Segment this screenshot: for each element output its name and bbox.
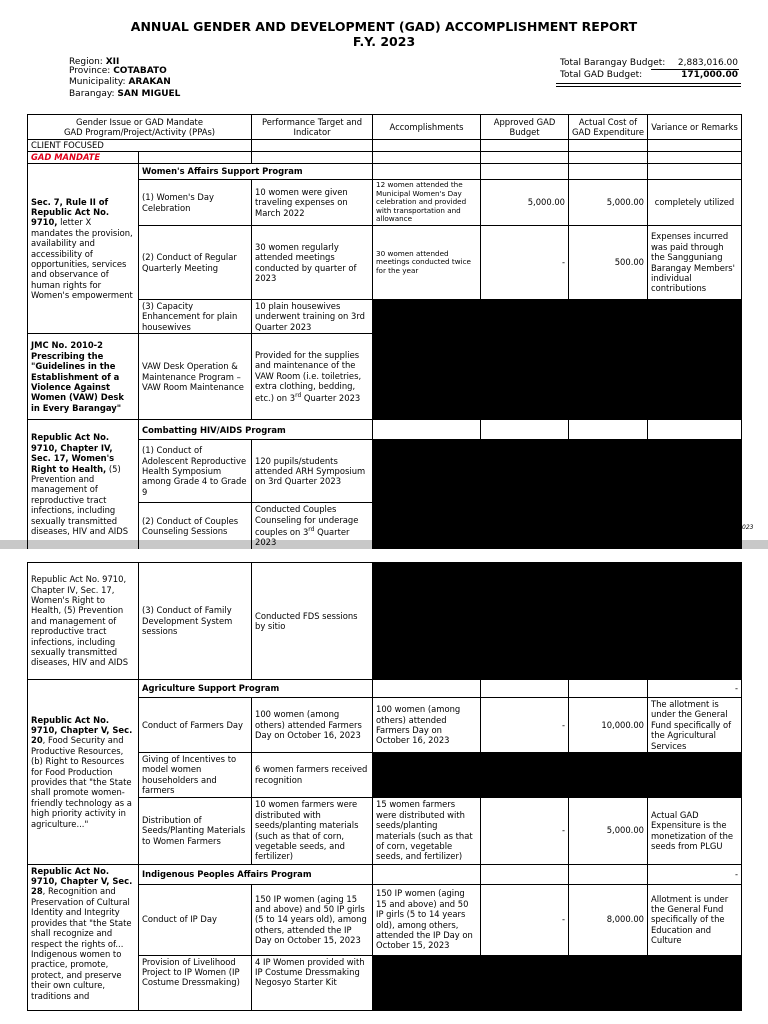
target-farmers-day: 100 women (among others) attended Farmers Day on October 16, 2023: [252, 698, 373, 753]
budget-quarterly-meeting: -: [481, 226, 569, 300]
province-label: Province:: [69, 65, 111, 76]
table-row: [28, 680, 742, 698]
total-barangay-budget-label: Total Barangay Budget:: [560, 58, 666, 68]
target-fds-sessions: Conducted FDS sessions by sitio: [252, 563, 373, 680]
ppa-ip-day: Conduct of IP Day: [139, 884, 252, 955]
table-header-row: [28, 115, 742, 140]
redacted-block: [373, 753, 742, 798]
target-ip-day: 150 IP women (aging 15 and above) and 50 IP girls (5 to 14 years old), among others, attended the IP Day on October 15, 2023: [252, 884, 373, 955]
indigenous-remark: -: [648, 864, 742, 884]
ppa-arh-symposium: (1) Conduct of Adolescent Reproductive Health Symposium among Grade 4 to Grade 9: [139, 440, 252, 503]
municipality-label: Municipality:: [69, 77, 126, 87]
budget-farmers-day: -: [481, 698, 569, 753]
client-focused-row: [28, 140, 742, 152]
fiscal-year: F.Y. 2023: [352, 34, 416, 49]
ppa-couples-counseling: (2) Conduct of Couples Counseling Sessions: [139, 503, 252, 549]
actual-womens-day: 5,000.00: [569, 180, 648, 226]
table-row: [28, 164, 742, 180]
region-label: Region:: [69, 57, 103, 67]
mandate-ra9710-sec28: Republic Act No. 9710, Chapter V, Sec. 28, Recognition and Preservation of Cultural Identity and Integrity provides that "the State shall recognize and respect the rights of... Indigenous women to practice, promote, protect, and preserve their own culture, traditions and: [28, 864, 139, 1010]
target-livelihood: 4 IP Women provided with IP Costume Dressmaking Negosyo Starter Kit: [252, 955, 373, 1010]
header-accomplishments: Accomplishments: [373, 115, 481, 140]
gad-report-table-page-1: [27, 114, 742, 550]
header-variance: Variance or Remarks: [648, 115, 742, 140]
ppa-capacity-enhancement: (3) Capacity Enhancement for plain housewives: [139, 300, 252, 334]
ppa-vaw-desk: VAW Desk Operation & Maintenance Program – VAW Room Maintenance: [139, 334, 252, 420]
province-value: COTABATO: [113, 65, 167, 76]
agriculture-remark: -: [648, 680, 742, 698]
target-womens-day: 10 women were given traveling expenses on March 2022: [252, 180, 373, 226]
actual-farmers-day: 10,000.00: [569, 698, 648, 753]
remarks-seeds-distribution: Actual GAD Expensiture is the monetization of the seeds from PLGU: [648, 797, 742, 864]
remarks-quarterly-meeting: Expenses incurred was paid through the Sangguniang Barangay Members' individual contributions: [648, 226, 742, 300]
ppa-womens-day: (1) Women's Day Celebration: [139, 180, 252, 226]
accomplishment-seeds-distribution: 15 women farmers were distributed with seeds/planting materials (such as that of corn, vegetable seeds, and fertilizer): [373, 797, 481, 864]
header-gender-issue: Gender Issue or GAD Mandate GAD Program/Project/Activity (PPAs): [28, 115, 252, 140]
target-incentives: 6 women farmers received recognition: [252, 753, 373, 798]
redacted-block: [373, 440, 742, 549]
target-couples-counseling: Conducted Couples Counseling for underage couples on 3rd Quarter 2023: [252, 503, 373, 549]
program-agriculture: Agriculture Support Program: [139, 680, 373, 698]
page-footer: 1 - Annual GAD Accomplishment 2023: [636, 522, 754, 532]
target-capacity-enhancement: 10 plain housewives underwent training on 3rd Quarter 2023: [252, 300, 373, 334]
header-approved-budget: Approved GAD Budget: [481, 115, 569, 140]
budget-womens-day: 5,000.00: [481, 180, 569, 226]
region-value: XII: [105, 57, 120, 67]
total-gad-budget-label: Total GAD Budget:: [560, 70, 643, 80]
report-title: ANNUAL GENDER AND DEVELOPMENT (GAD) ACCOMPLISHMENT REPORT: [130, 19, 638, 34]
barangay-value: SAN MIGUEL: [117, 88, 181, 99]
accomplishment-farmers-day: 100 women (among others) attended Farmers Day on October 16, 2023: [373, 698, 481, 753]
program-hiv-aids: Combatting HIV/AIDS Program: [139, 420, 373, 440]
total-gad-budget: [560, 70, 738, 82]
budget-ip-day: -: [481, 884, 569, 955]
mandate-jmc-2010-2: JMC No. 2010-2 Prescribing the "Guidelines in the Establishment of a Violence Against Women (VAW) Desk in Every Barangay": [28, 334, 139, 420]
program-womens-affairs: Women's Affairs Support Program: [139, 164, 373, 180]
header-actual-cost: Actual Cost of GAD Expenditure: [569, 115, 648, 140]
total-barangay-budget-value: 2,883,016.00: [677, 58, 738, 68]
actual-quarterly-meeting: 500.00: [569, 226, 648, 300]
target-quarterly-meeting: 30 women regularly attended meetings conducted by quarter of 2023: [252, 226, 373, 300]
header-target: Performance Target and Indicator: [252, 115, 373, 140]
table-row: [28, 563, 742, 680]
target-arh-symposium: 120 pupils/students attended ARH Symposium on 3rd Quarter 2023: [252, 440, 373, 503]
total-gad-budget-value: 171,000.00: [681, 70, 738, 80]
report-page-2: [0, 549, 768, 1024]
location-info: [69, 57, 180, 99]
mandate-ra9710-ch4-cont: Republic Act No. 9710, Chapter IV, Sec. 17, Women's Right to Health, (5) Prevention and management of reproductive tract infections, including sexually transmitted diseases, HIV and AIDS: [28, 563, 139, 680]
accomplishment-ip-day: 150 IP women (aging 15 and above) and 50 IP girls (5 to 14 years old), among others, attended the IP Day on October 15, 2023: [373, 884, 481, 955]
accomplishment-quarterly-meeting: 30 women attended meetings conducted twice for the year: [373, 226, 481, 300]
mandate-ra9710-sec20: Republic Act No. 9710, Chapter V, Sec. 20, Food Security and Productive Resources, (b) Right to Resources for Food Production provides that "the State shall promote women-friendly technology as a high priority activity in agriculture...": [28, 680, 139, 865]
redacted-block: [373, 955, 742, 1010]
actual-ip-day: 8,000.00: [569, 884, 648, 955]
target-vaw-desk: Provided for the supplies and maintenance of the VAW Room (i.e. toiletries, extra clothing, bedding, etc.) on 3rd Quarter 2023: [252, 334, 373, 420]
client-focused-label: CLIENT FOCUSED: [28, 140, 252, 152]
municipality-value: ARAKAN: [128, 77, 171, 87]
gad-report-table-page-2: [27, 562, 742, 1011]
program-indigenous: Indigenous Peoples Affairs Program: [139, 864, 373, 884]
table-row: [28, 420, 742, 440]
accomplishment-womens-day: 12 women attended the Municipal Women's Day celebration and provided with transportation and allowance: [373, 180, 481, 226]
ppa-incentives: Giving of Incentives to model women householders and farmers: [139, 753, 252, 798]
ppa-seeds-distribution: Distribution of Seeds/Planting Materials to Women Farmers: [139, 797, 252, 864]
redacted-block: [373, 563, 742, 680]
ppa-quarterly-meeting: (2) Conduct of Regular Quarterly Meeting: [139, 226, 252, 300]
remarks-ip-day: Allotment is under the General Fund specifically of the Education and Culture: [648, 884, 742, 955]
budget-divider-2: [556, 86, 741, 87]
target-seeds-distribution: 10 women farmers were distributed with seeds/planting materials (such as that of corn, vegetable seeds, and fertilizer): [252, 797, 373, 864]
table-row: [28, 864, 742, 884]
mandate-ra9710-rule2: Sec. 7, Rule II of Republic Act No. 9710, letter X mandates the provision, availability and accessibility of opportunities, services and observance of human rights for Women's empowerment: [28, 164, 139, 334]
actual-seeds-distribution: 5,000.00: [569, 797, 648, 864]
gad-mandate-row: [28, 152, 742, 164]
ppa-fds-sessions: (3) Conduct of Family Development System sessions: [139, 563, 252, 680]
ppa-livelihood: Provision of Livelihood Project to IP Women (IP Costume Dressmaking): [139, 955, 252, 1010]
budget-divider-1: [556, 83, 741, 84]
barangay-label: Barangay:: [69, 88, 115, 99]
mandate-ra9710-ch4: Republic Act No. 9710, Chapter IV, Sec. 17, Women's Right to Health, (5) Prevention and management of reproductive tract infections, including sexually transmitted diseases, HIV and AIDS: [28, 420, 139, 549]
gad-mandate-label: GAD MANDATE: [28, 152, 139, 164]
remarks-womens-day: completely utilized: [648, 180, 742, 226]
redacted-block: [373, 300, 742, 420]
ppa-farmers-day: Conduct of Farmers Day: [139, 698, 252, 753]
budget-seeds-distribution: -: [481, 797, 569, 864]
remarks-farmers-day: The allotment is under the General Fund specifically of the Agricultural Services: [648, 698, 742, 753]
